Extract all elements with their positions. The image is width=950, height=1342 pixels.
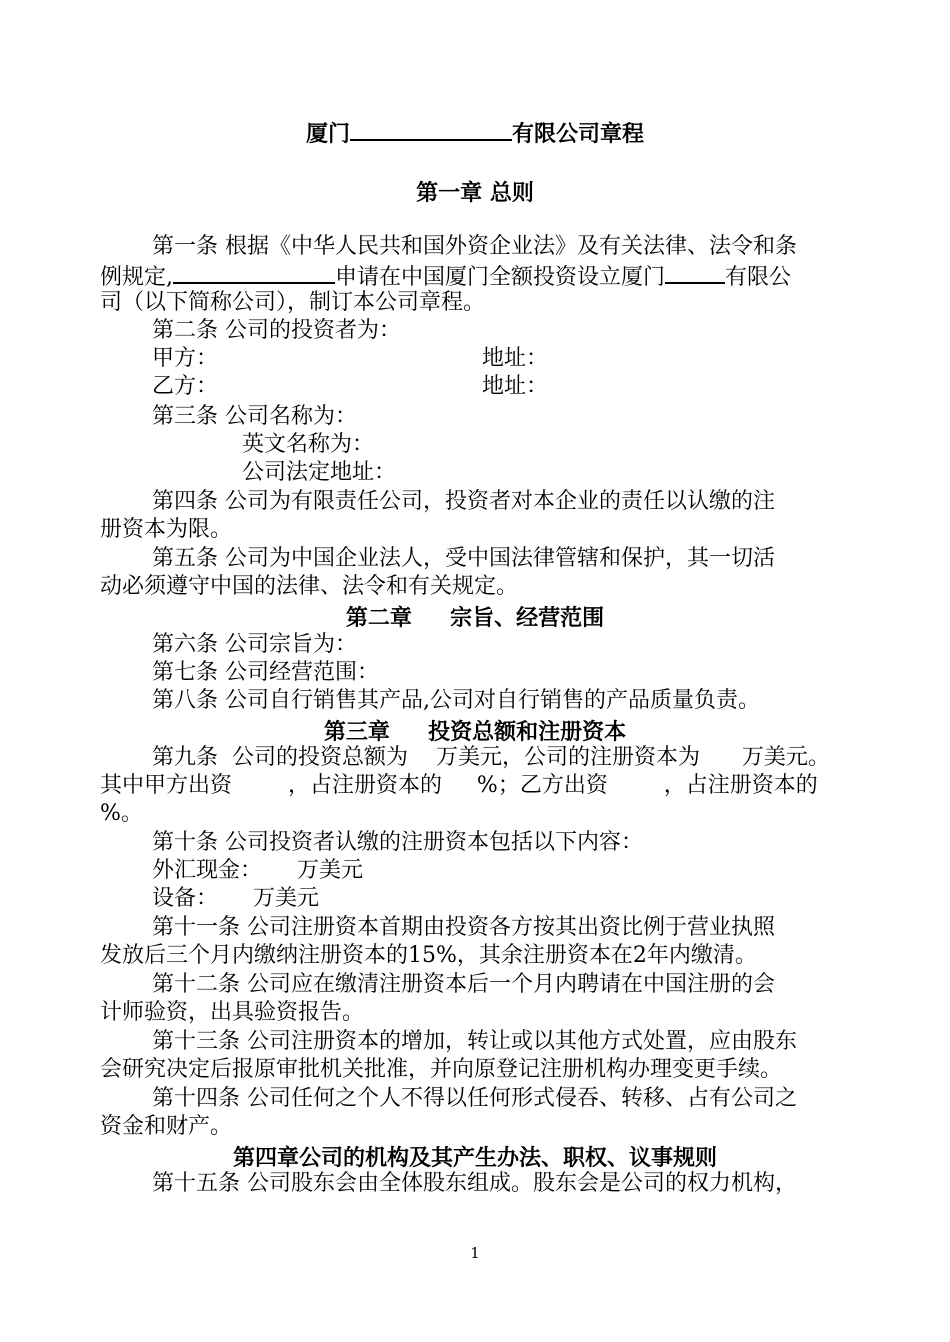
article-1-line-1: 第一条 根据《中华人民共和国外资企业法》及有关法律、法令和条 [152, 234, 797, 259]
article-1-text-a: 例规定, [100, 265, 173, 290]
article-14-line-1: 第十四条 公司任何之个人不得以任何形式侵吞、转移、占有公司之 [152, 1086, 797, 1111]
company-blank [665, 260, 725, 284]
article-9-line-2: 其中甲方出资 ，占注册资本的 %；乙方出资 ，占注册资本的 [100, 773, 818, 798]
article-3-line-3: 公司法定地址： [242, 460, 397, 485]
article-10-line-2: 外汇现金： 万美元 [152, 858, 363, 883]
article-2-line-1: 第二条 公司的投资者为： [152, 318, 401, 343]
article-10-line-1: 第十条 公司投资者认缴的注册资本包括以下内容： [152, 830, 643, 855]
article-10-line-3: 设备： 万美元 [152, 886, 319, 911]
chapter-3-heading: 第三章 投资总额和注册资本 [323, 720, 627, 745]
article-4-line-1: 第四条 公司为有限责任公司，投资者对本企业的责任以认缴的注 [152, 489, 775, 514]
title-prefix: 厦门 [305, 122, 350, 147]
party-b-label: 乙方： [152, 374, 219, 399]
title-blank [350, 117, 512, 141]
title-suffix: 有限公司章程 [512, 122, 645, 147]
investor-blank [173, 260, 335, 284]
article-9-line-1: 第九条 公司的投资总额为 万美元，公司的注册资本为 万美元。 [152, 745, 830, 770]
chapter-4-heading: 第四章公司的机构及其产生办法、职权、议事规则 [232, 1146, 717, 1171]
chapter-1-heading: 第一章 总则 [416, 181, 534, 206]
party-a-address-label: 地址： [482, 346, 549, 371]
article-12-line-1: 第十二条 公司应在缴清注册资本后一个月内聘请在中国注册的会 [152, 972, 775, 997]
article-8: 第八条 公司自行销售其产品,公司对自行销售的产品质量负责。 [152, 688, 760, 713]
article-1-line-3: 司（以下简称公司），制订本公司章程。 [100, 290, 486, 315]
party-a-label: 甲方： [152, 346, 219, 371]
article-1-text-c: 有限公 [725, 265, 792, 290]
article-9-line-3: %。 [100, 801, 143, 826]
party-b-address-label: 地址： [482, 374, 549, 399]
article-14-line-2: 资金和财产。 [100, 1114, 233, 1139]
article-3-line-1: 第三条 公司名称为： [152, 404, 357, 429]
article-11-line-2: 发放后三个月内缴纳注册资本的15%，其余注册资本在2年内缴清。 [100, 943, 757, 968]
chapter-2-heading: 第二章 宗旨、经营范围 [345, 606, 605, 631]
article-13-line-2: 会研究决定后报原审批机关批准，并向原登记注册机构办理变更手续。 [100, 1057, 783, 1082]
article-11-line-1: 第十一条 公司注册资本首期由投资各方按其出资比例于营业执照 [152, 915, 775, 940]
article-13-line-1: 第十三条 公司注册资本的增加，转让或以其他方式处置，应由股东 [152, 1029, 797, 1054]
article-4-line-2: 册资本为限。 [100, 517, 233, 542]
article-3-line-2: 英文名称为： [242, 432, 375, 457]
document-title [0, 117, 950, 148]
article-15-line-1: 第十五条 公司股东会由全体股东组成。股东会是公司的权力机构， [152, 1171, 797, 1196]
article-12-line-2: 计师验资，出具验资报告。 [100, 1000, 365, 1025]
article-5-line-2: 动必须遵守中国的法律、法令和有关规定。 [100, 574, 519, 599]
article-5-line-1: 第五条 公司为中国企业法人，受中国法律管辖和保护，其一切活 [152, 546, 775, 571]
article-7: 第七条 公司经营范围： [152, 660, 379, 685]
article-6: 第六条 公司宗旨为： [152, 632, 357, 657]
page-number: 1 [470, 1244, 480, 1262]
article-1-text-b: 申请在中国厦门全额投资设立厦门 [335, 265, 666, 290]
